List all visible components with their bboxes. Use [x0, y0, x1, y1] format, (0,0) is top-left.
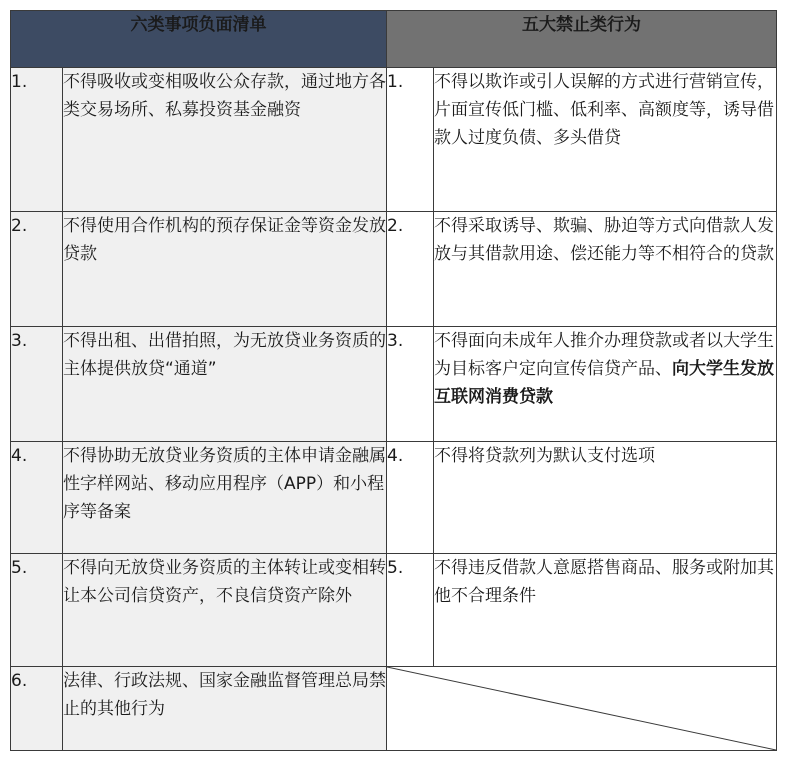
left-item-number: 6. — [11, 667, 63, 751]
right-item-number: 5. — [387, 554, 434, 667]
header-right: 五大禁止类行为 — [387, 11, 777, 68]
comparison-grid — [10, 10, 777, 751]
right-item-number: 1. — [387, 68, 434, 212]
right-item-text: 不得违反借款人意愿搭售商品、服务或附加其他不合理条件 — [434, 554, 777, 667]
right-item-text-plain: 不得面向未成年人推介办理贷款或者以大学生为目标客户定向宣传信贷产品、 — [434, 331, 774, 379]
left-item-text: 不得吸收或变相吸收公众存款，通过地方各类交易场所、私募投资基金融资 — [63, 68, 387, 212]
left-item-number: 2. — [11, 212, 63, 327]
header-left: 六类事项负面清单 — [11, 11, 387, 68]
table-row — [11, 667, 777, 751]
diagonal-line — [387, 667, 776, 750]
left-item-text: 不得协助无放贷业务资质的主体申请金融属性字样网站、移动应用程序（APP）和小程序等备案 — [63, 442, 387, 554]
right-item-number: 4. — [387, 442, 434, 554]
table-row — [11, 68, 777, 212]
negative-list-table — [10, 10, 776, 749]
left-item-number: 5. — [11, 554, 63, 667]
left-item-text: 不得向无放贷业务资质的主体转让或变相转让本公司信贷资产，不良信贷资产除外 — [63, 554, 387, 667]
left-item-number: 1. — [11, 68, 63, 212]
table-row — [11, 212, 777, 327]
left-item-number: 3. — [11, 327, 63, 442]
right-item-number: 2. — [387, 212, 434, 327]
left-item-number: 4. — [11, 442, 63, 554]
right-item-text: 不得采取诱导、欺骗、胁迫等方式向借款人发放与其借款用途、偿还能力等不相符合的贷款 — [434, 212, 777, 327]
left-item-text: 法律、行政法规、国家金融监督管理总局禁止的其他行为 — [63, 667, 387, 751]
right-item-text: 不得将贷款列为默认支付选项 — [434, 442, 777, 554]
right-item-number: 3. — [387, 327, 434, 442]
table-row — [11, 442, 777, 554]
left-item-text: 不得出租、出借拍照，为无放贷业务资质的主体提供放贷“通道” — [63, 327, 387, 442]
table-row — [11, 327, 777, 442]
right-item-text: 不得以欺诈或引人误解的方式进行营销宣传，片面宣传低门槛、低利率、高额度等，诱导借款人过度负债、多头借贷 — [434, 68, 777, 212]
table-row — [11, 554, 777, 667]
empty-diagonal-cell — [387, 667, 777, 751]
left-item-text: 不得使用合作机构的预存保证金等资金发放贷款 — [63, 212, 387, 327]
right-item-text — [434, 327, 777, 442]
right-item-text-bold: 向大学生发放互联网消费贷款 — [434, 359, 774, 407]
